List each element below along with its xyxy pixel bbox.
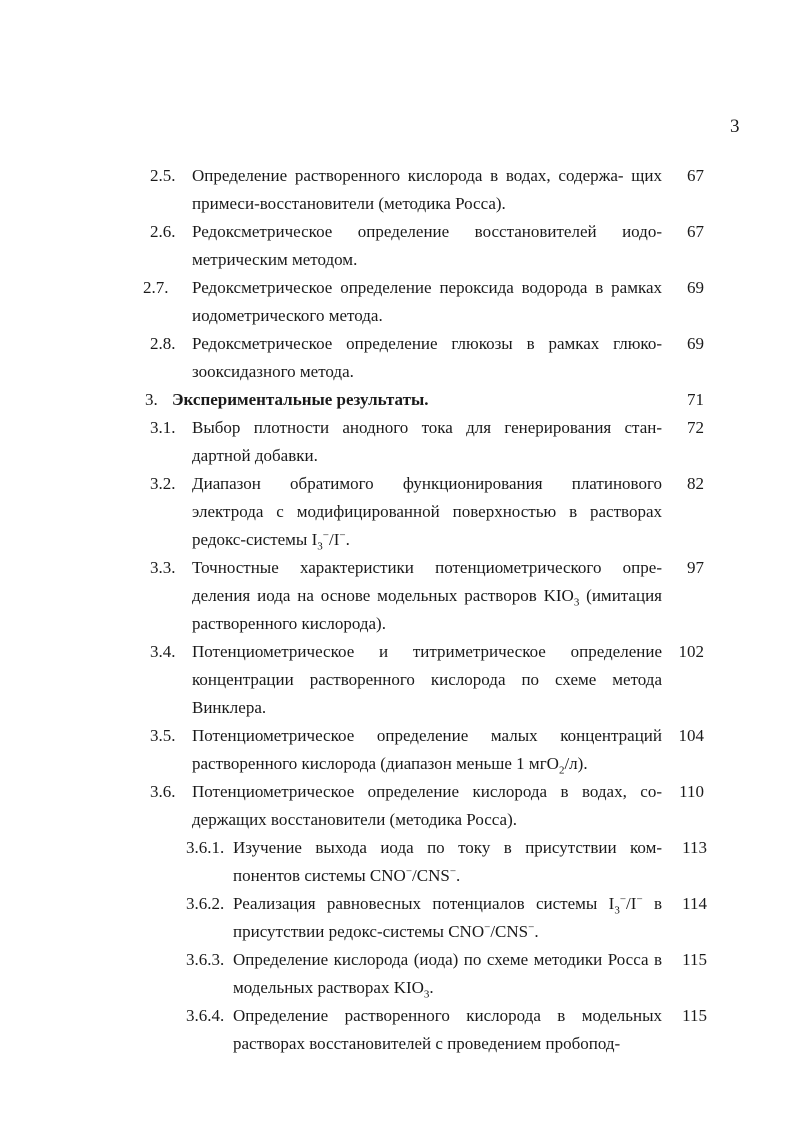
toc-entry-page: 115 — [682, 1006, 707, 1025]
toc-entry-3-5 — [0, 722, 793, 778]
toc-entry-title: Реализация равновесных потенциалов системы $I_3^-/I^-$ в присутствии редокс-системы CNO−/CNS−. — [233, 893, 663, 941]
toc-entry-title: Потенциометрическое определение малых концентраций растворенного кислорода (диапазон меньше 1 мгO$_2$/л). — [192, 726, 662, 777]
toc-entry-page: 115 — [682, 950, 707, 969]
toc-entry-2-8 — [0, 330, 793, 386]
toc-entry-3-6 — [0, 778, 793, 834]
page-number: 3 — [730, 116, 740, 137]
toc-entry-number: 3.6.4. — [186, 1006, 225, 1025]
toc-entry-title: Редоксметрическое определение восстановителей иодо- метрическим методом. — [192, 222, 662, 269]
toc-entry-page: 71 — [687, 390, 704, 409]
toc-entry-number: 2.6. — [150, 222, 176, 241]
toc-entry-number: 3.3. — [150, 558, 176, 577]
toc-entry-page: 97 — [687, 558, 704, 577]
toc-entry-2-7 — [0, 274, 793, 330]
toc-entry-number: 2.7. — [143, 278, 169, 297]
toc-entry-page: 82 — [687, 474, 704, 493]
toc-entry-2-5 — [0, 162, 793, 218]
toc-entry-page: 102 — [678, 642, 704, 661]
toc-entry-title: Экспериментальные результаты. — [172, 390, 429, 409]
toc-entry-page: 110 — [679, 782, 704, 801]
toc-entry-number: 3. — [145, 390, 158, 409]
toc-entry-number: 2.5. — [150, 166, 176, 185]
toc-entry-3 — [0, 386, 793, 414]
toc-entry-title: Определение растворенного кислорода в модельных растворах восстановителей с проведением пробопод- — [233, 1006, 662, 1053]
toc-entry-title: Редоксметрическое определение пероксида водорода в рамках иодометрического метода. — [192, 278, 662, 325]
toc-entry-3-6-3 — [0, 946, 793, 1002]
toc-entry-3-2 — [0, 470, 793, 554]
toc-entry-title: Выбор плотности анодного тока для генерирования стан- дартной добавки. — [192, 418, 662, 465]
toc-entry-number: 3.2. — [150, 474, 176, 493]
toc-entry-2-6 — [0, 218, 793, 274]
toc-entry-page: 69 — [687, 278, 704, 297]
toc-entry-number: 3.6.1. — [186, 838, 225, 857]
toc-entry-page: 114 — [682, 894, 707, 913]
toc-entry-number: 3.6. — [150, 782, 176, 801]
toc-entry-3-1 — [0, 414, 793, 470]
toc-entry-number: 3.1. — [150, 418, 176, 437]
toc-entry-3-6-4 — [0, 1002, 793, 1058]
toc-entry-title: Редоксметрическое определение глюкозы в рамках глюко- зооксидазного метода. — [192, 334, 662, 381]
toc-entry-number: 3.6.3. — [186, 950, 225, 969]
toc-entry-page: 69 — [687, 334, 704, 353]
toc-entry-3-4 — [0, 638, 793, 722]
toc-entry-title: Определение кислорода (иода) по схеме методики Росса в модельных растворах $KIO_3$. — [233, 950, 662, 1001]
toc-entry-title: Определение растворенного кислорода в водах, содержа- щих примеси-восстановители (методика Росса). — [192, 166, 662, 213]
toc-entry-3-3 — [0, 554, 793, 638]
toc-entry-number: 3.4. — [150, 642, 176, 661]
toc-entry-title: Потенциометрическое и титриметрическое определение концентрации растворенного кислорода по схеме метода Винклера. — [192, 642, 662, 717]
toc-entry-page: 113 — [682, 838, 707, 857]
toc-entry-title: Потенциометрическое определение кислорода в водах, со- держащих восстановители (методика Росса). — [192, 782, 662, 829]
toc-entry-3-6-1 — [0, 834, 793, 890]
toc-entry-number: 3.6.2. — [186, 894, 225, 913]
toc-entry-3-6-2 — [0, 890, 793, 946]
toc-entry-title: Диапазон обратимого функционирования платинового электрода с модифицированной поверхностью в растворах редокс-системы $I_3^-/I^-$. — [192, 474, 662, 553]
toc-entry-page: 72 — [687, 418, 704, 437]
toc-entry-title: Точностные характеристики потенциометрического опре- деления иода на основе модельных растворов $KIO_3$ (имитация растворенного кислорода). — [192, 558, 662, 633]
toc-entry-title: Изучение выхода иода по току в присутствии ком- понентов системы CNO−/CNS−. — [233, 838, 662, 885]
toc-entry-page: 104 — [678, 726, 704, 745]
table-of-contents — [0, 162, 793, 1058]
toc-entry-page: 67 — [687, 222, 704, 241]
toc-entry-number: 2.8. — [150, 334, 176, 353]
toc-entry-page: 67 — [687, 166, 704, 185]
toc-entry-number: 3.5. — [150, 726, 176, 745]
